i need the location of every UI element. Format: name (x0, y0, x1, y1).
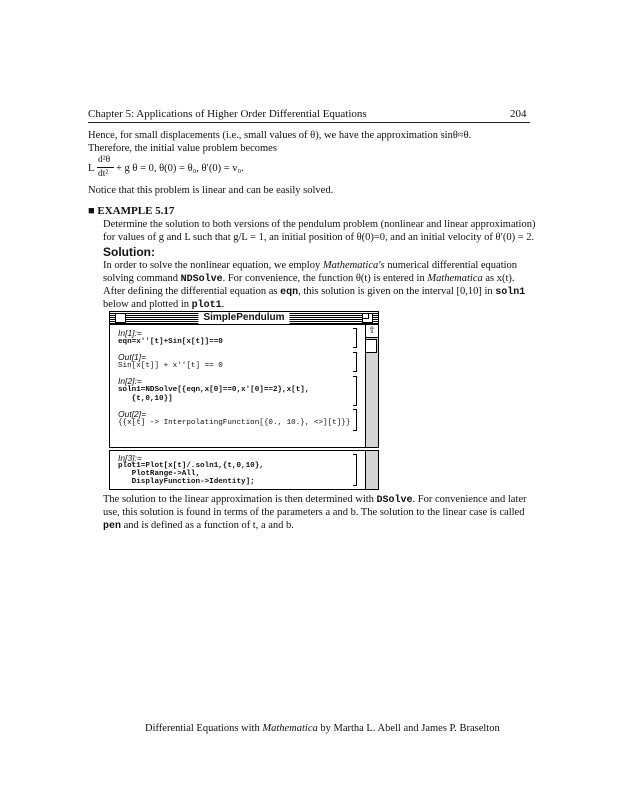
cell-bracket[interactable] (353, 409, 357, 431)
in1-label: In[1]:= (118, 328, 142, 338)
sol-ndsolve: NDSolve (180, 274, 223, 285)
after-l1-end: . For convenience and later (412, 494, 527, 505)
footer-post: by Martha L. Abell and James P. Braselton (320, 723, 500, 734)
sol-p3-mid: , this solution is given on the interval [0,10] in (298, 286, 493, 297)
sol-p4: below and plotted in (103, 299, 190, 310)
page-number: 204 (510, 108, 527, 120)
intro-line-1: Hence, for small displacements (i.e., small values of θ), we have the approximation sinθ≈θ. (88, 130, 472, 141)
example-bullet: ■ (88, 205, 95, 217)
close-box-icon[interactable] (115, 313, 126, 323)
after-line-1 (103, 493, 527, 507)
after-line-2: use, this solution is found in terms of the parameters a and b. The solution to the linear case is called (103, 507, 525, 518)
after-pen: pen (103, 521, 122, 532)
out2-label: Out[2]= (118, 409, 147, 419)
sol-p2-end: as x(t). (485, 273, 515, 284)
eq-rest: + g θ = 0, θ(0) = θ₀, θ′(0) = v₀. (116, 163, 244, 174)
in3-label: In[3]:= (118, 453, 142, 463)
eq-l: L (88, 163, 95, 174)
sol-p4-end: . (221, 299, 225, 310)
zoom-box-icon[interactable] (362, 313, 373, 323)
in3-code-line-3[interactable]: DisplayFunction->Identity]; (118, 478, 255, 486)
sol-p1-math: Mathematica's (322, 260, 385, 271)
in3-code-line-1[interactable]: plot1=Plot[x[t]/.soln1,{t,0,10}, (118, 462, 264, 470)
after-dsolve: DSolve (376, 495, 413, 506)
solution-line-2 (103, 272, 515, 286)
sol-p2: solving command (103, 273, 178, 284)
sol-plot1: plot1 (191, 300, 222, 311)
in2-code-line-1[interactable]: soln1=NDSolve[{eqn,x[0]==0,x'[0]==2},x[t], (118, 386, 310, 394)
eq-denominator: dt² (98, 169, 109, 179)
example-heading (88, 205, 174, 217)
after-line-3 (103, 519, 294, 533)
page-footer (145, 723, 500, 734)
scroll-thumb[interactable] (365, 339, 377, 353)
cell-bracket[interactable] (353, 376, 357, 406)
sol-p1: In order to solve the nonlinear equation, we employ (103, 260, 321, 271)
cell-bracket[interactable] (353, 454, 357, 486)
out2-text: {{x[t] -> InterpolatingFunction[{0., 10.}, <>][t]}} (118, 419, 351, 427)
sol-p2-math: Mathematica (427, 273, 483, 284)
cell-bracket[interactable] (353, 352, 357, 372)
cell-bracket[interactable] (353, 328, 357, 348)
ivp-equation (88, 152, 348, 182)
after-l1: The solution to the linear approximation is then determined with (103, 494, 374, 505)
solution-line-3 (103, 285, 525, 299)
out1-text: Sin[x[t]] + x''[t] == 0 (118, 362, 223, 370)
example-title: EXAMPLE 5.17 (97, 205, 175, 217)
solution-line-4 (103, 298, 224, 312)
intro-line-3: Notice that this problem is linear and can be easily solved. (88, 185, 334, 196)
in2-code-line-2[interactable]: {t,0,10}] (118, 395, 173, 403)
in1-code[interactable]: eqn=x''[t]+Sin[x[t]]==0 (118, 338, 223, 346)
vertical-scrollbar[interactable] (365, 451, 378, 489)
notebook-title-bar[interactable] (110, 312, 378, 325)
footer-math: Mathematica (262, 723, 318, 734)
notebook-window (109, 311, 379, 448)
scroll-up-arrow-icon[interactable]: ⇧ (365, 325, 378, 338)
sol-eqn: eqn (280, 287, 299, 298)
out1-label: Out[1]= (118, 352, 147, 362)
in2-label: In[2]:= (118, 376, 142, 386)
in3-code-line-2[interactable]: PlotRange->All, (118, 470, 201, 478)
header-rule (88, 122, 530, 123)
example-line-1: Determine the solution to both versions of the pendulum problem (nonlinear and linear approximation) (103, 219, 536, 230)
after-l3: and is defined as a function of t, a and b. (123, 520, 294, 531)
sol-soln1: soln1 (495, 287, 526, 298)
example-line-2: for values of g and L such that g/L = 1, an initial position of θ(0)=0, and an initial velocity of θ′(0) = 2. (103, 232, 535, 243)
sol-p2-mid: . For convenience, the function θ(t) is entered in (222, 273, 425, 284)
sol-p3: After defining the differential equation as (103, 286, 278, 297)
notebook-window-2 (109, 450, 379, 490)
intro-line-2: Therefore, the initial value problem becomes (88, 143, 277, 154)
solution-line-1 (103, 259, 517, 272)
sol-p1-end: numerical differential equation (387, 260, 518, 271)
notebook-title: SimplePendulum (198, 312, 289, 324)
chapter-title: Chapter 5: Applications of Higher Order Differential Equations (88, 108, 367, 120)
solution-heading: Solution: (103, 245, 155, 259)
eq-numerator: d²θ (98, 155, 111, 165)
footer-pre: Differential Equations with (145, 723, 260, 734)
